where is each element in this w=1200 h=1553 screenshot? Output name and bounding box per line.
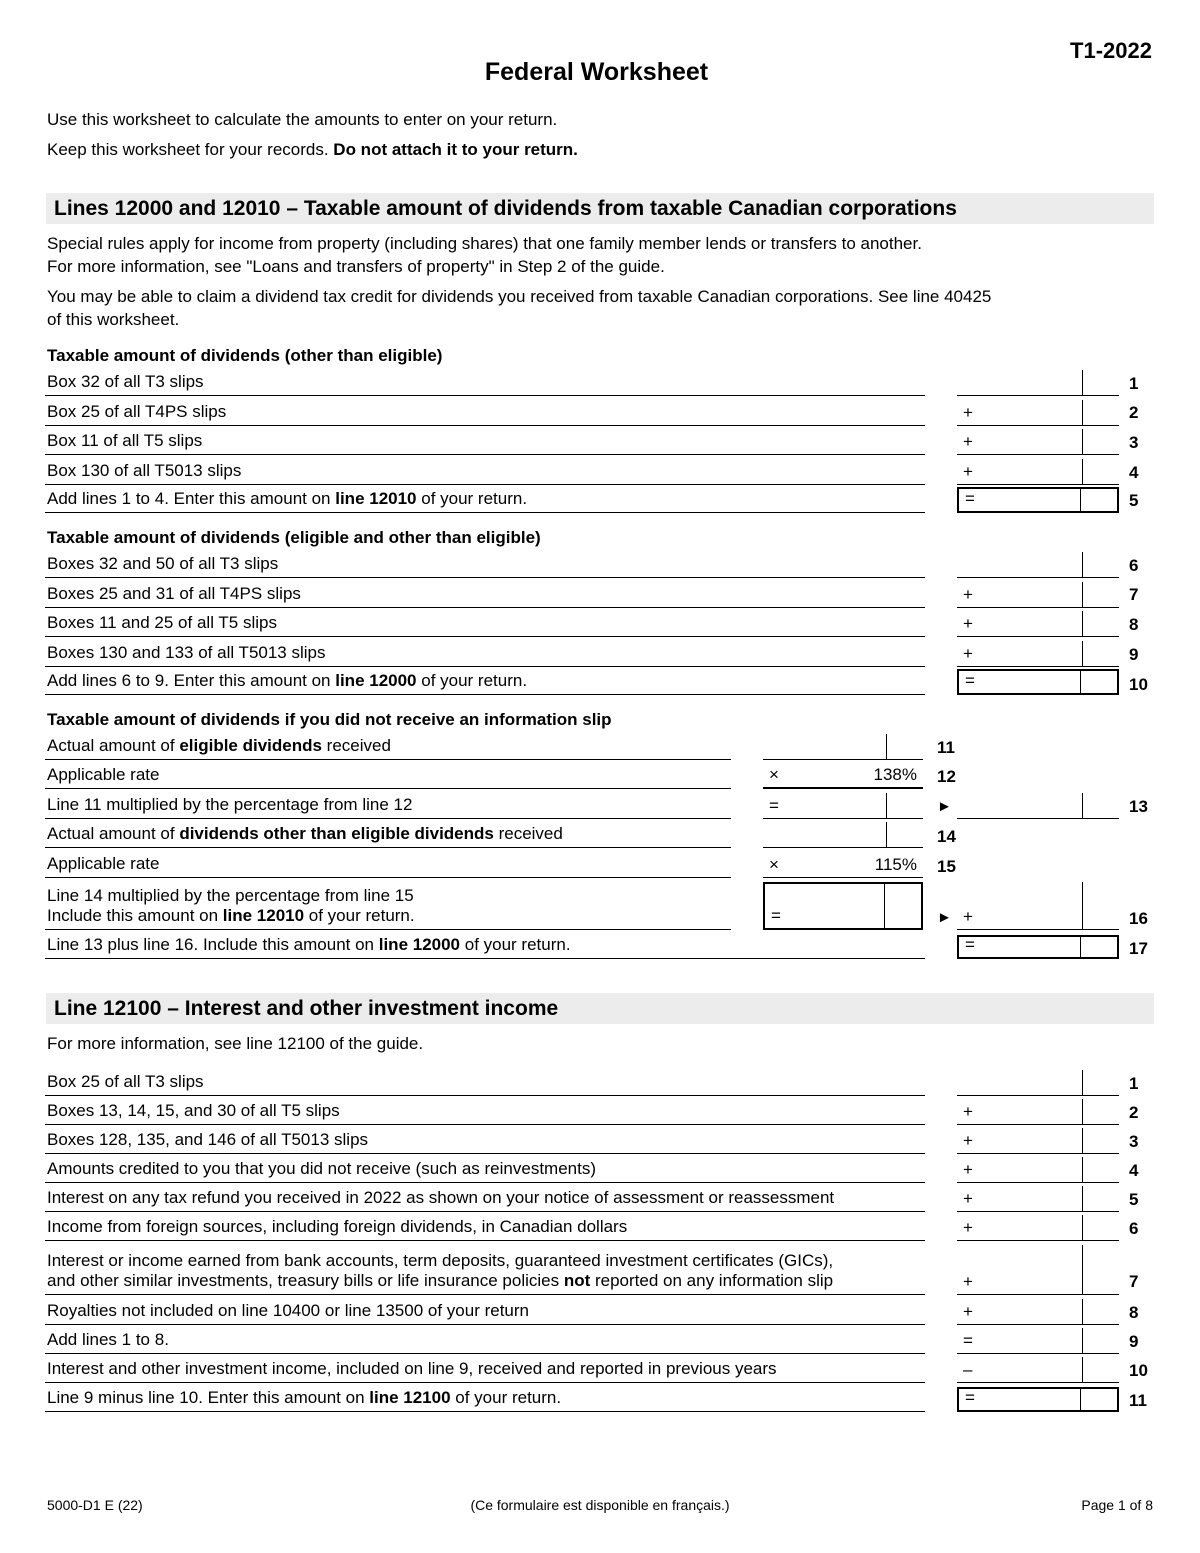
amount-field-a2[interactable]: + (957, 400, 1119, 426)
cents-divider (1082, 641, 1083, 666)
line-number: 12 (937, 767, 956, 786)
row-label: Boxes 32 and 50 of all T3 slips (45, 550, 925, 578)
line-number: 1 (1129, 1074, 1139, 1093)
french-availability-note: (Ce formulaire est disponible en français.) (470, 1497, 730, 1513)
line-number: 7 (1129, 585, 1139, 604)
line-number: 2 (1129, 1103, 1139, 1122)
cents-divider (1082, 1245, 1083, 1294)
line-number: 14 (937, 827, 956, 846)
subheading-no-information-slip: Taxable amount of dividends if you did not receive an information slip (47, 710, 612, 729)
line-number: 17 (1129, 939, 1148, 958)
total-field-c17[interactable]: = (957, 935, 1119, 959)
amount-field-i10[interactable]: – (957, 1357, 1119, 1383)
line-number: 6 (1129, 556, 1139, 575)
cents-divider (1082, 1186, 1083, 1211)
line-number: 6 (1129, 1219, 1139, 1238)
section-heading-dividends: Lines 12000 and 12010 – Taxable amount of dividends from taxable Canadian corporations (46, 193, 1154, 224)
amount-field-c13-calc[interactable]: = (763, 793, 923, 819)
amount-field-b6[interactable] (957, 552, 1119, 578)
cents-divider (1082, 1357, 1083, 1382)
form-code: 5000-D1 E (22) (47, 1497, 143, 1513)
row-label: Amounts credited to you that you did not receive (such as reinvestments) (45, 1155, 925, 1183)
carry-arrow-icon: ► (937, 909, 952, 926)
amount-field-i3[interactable]: + (957, 1128, 1119, 1154)
amount-field-c14[interactable] (763, 822, 923, 848)
row-label: Applicable rate (45, 850, 731, 878)
row-label: Boxes 128, 135, and 146 of all T5013 slips (45, 1126, 925, 1154)
line-number: 5 (1129, 1190, 1139, 1209)
amount-field-a1[interactable] (957, 370, 1119, 396)
special-rules-line2: For more information, see "Loans and transfers of property" in Step 2 of the guide. (47, 257, 665, 276)
amount-field-c11[interactable] (763, 734, 923, 760)
amount-field-i5[interactable]: + (957, 1186, 1119, 1212)
rate-value: 138% (873, 765, 917, 784)
line-number: 3 (1129, 1132, 1139, 1151)
cents-divider (886, 793, 887, 818)
row-label: Box 11 of all T5 slips (45, 427, 925, 455)
amount-field-c13[interactable] (957, 793, 1119, 819)
line-number: 5 (1129, 491, 1139, 510)
line-number: 11 (937, 738, 955, 757)
row-label: Boxes 25 and 31 of all T4PS slips (45, 580, 925, 608)
do-not-attach-text: Do not attach it to your return. (333, 140, 578, 159)
rate-value: 115% (874, 855, 917, 874)
row-label: Box 130 of all T5013 slips (45, 457, 925, 485)
line-number: 3 (1129, 433, 1139, 452)
cents-divider (1082, 1070, 1083, 1095)
cents-divider (1082, 793, 1083, 818)
cents-divider (1080, 1387, 1081, 1412)
line-number: 8 (1129, 1303, 1139, 1322)
amount-field-i9[interactable]: = (957, 1328, 1119, 1354)
subheading-other-than-eligible: Taxable amount of dividends (other than eligible) (47, 346, 443, 365)
cents-divider (1082, 882, 1083, 929)
subheading-eligible-and-other: Taxable amount of dividends (eligible and other than eligible) (47, 528, 541, 547)
row-label: Actual amount of dividends other than eligible dividends received (45, 820, 731, 848)
row-label: Line 13 plus line 16. Include this amount on line 12000 of your return. (45, 931, 925, 959)
cents-divider (1082, 429, 1083, 454)
amount-field-i6[interactable]: + (957, 1215, 1119, 1241)
line-number: 16 (1129, 909, 1148, 928)
amount-field-i2[interactable]: + (957, 1099, 1119, 1125)
row-label: Add lines 1 to 4. Enter this amount on line 12010 of your return. (45, 485, 925, 513)
row-label: Add lines 1 to 8. (45, 1326, 925, 1354)
amount-field-i1[interactable] (957, 1070, 1119, 1096)
total-field-b10[interactable]: = (957, 669, 1119, 695)
cents-divider (1080, 487, 1081, 513)
line-number: 1 (1129, 374, 1139, 393)
section-heading-interest: Line 12100 – Interest and other investment income (46, 993, 1154, 1024)
line-number: 13 (1129, 797, 1148, 816)
dividend-credit-line1: You may be able to claim a dividend tax credit for dividends you received from taxable Canadian corporations. See line 40425 (47, 287, 992, 306)
cents-divider (886, 734, 887, 759)
cents-divider (1082, 611, 1083, 636)
row-label: Actual amount of eligible dividends received (45, 732, 731, 760)
line-number: 7 (1129, 1272, 1139, 1291)
row-label: Boxes 130 and 133 of all T5013 slips (45, 639, 925, 667)
row-label: Box 25 of all T4PS slips (45, 398, 925, 426)
carry-arrow-icon: ► (937, 798, 952, 815)
cents-divider (884, 882, 885, 930)
total-field-i11[interactable]: = (957, 1387, 1119, 1412)
form-id: T1-2022 (1070, 38, 1152, 63)
amount-field-b9[interactable]: + (957, 641, 1119, 667)
row-label: Box 25 of all T3 slips (45, 1068, 925, 1096)
cents-divider (1080, 669, 1081, 695)
row-label: Line 11 multiplied by the percentage from line 12 (45, 791, 731, 819)
line-number: 4 (1129, 463, 1139, 482)
row-label: Interest or income earned from bank accounts, term deposits, guaranteed investment certificates (GICs), and other similar investments, treasury bills or life insurance policies not reported on any information slip (45, 1243, 925, 1295)
cents-divider (1082, 582, 1083, 607)
line-number: 11 (1129, 1391, 1147, 1410)
records-note: Keep this worksheet for your records. Do not attach it to your return. (47, 140, 578, 159)
amount-field-i7[interactable]: + (957, 1245, 1119, 1295)
cents-divider (1080, 935, 1081, 959)
amount-field-b7[interactable]: + (957, 582, 1119, 608)
row-label: Boxes 13, 14, 15, and 30 of all T5 slips (45, 1097, 925, 1125)
line-number: 8 (1129, 615, 1139, 634)
amount-field-a4[interactable]: + (957, 459, 1119, 485)
special-rules-line1: Special rules apply for income from property (including shares) that one family member lends or transfers to another. (47, 234, 922, 253)
cents-divider (886, 822, 887, 847)
row-label: Line 14 multiplied by the percentage from line 15 Include this amount on line 12010 of your return. (45, 880, 731, 930)
interest-guide-note: For more information, see line 12100 of the guide. (47, 1034, 424, 1053)
row-label: Interest on any tax refund you received in 2022 as shown on your notice of assessment or reassessment (45, 1184, 925, 1212)
amount-field-c16[interactable]: + (957, 882, 1119, 930)
row-label: Box 32 of all T3 slips (45, 368, 925, 396)
cents-divider (1082, 552, 1083, 577)
line-number: 9 (1129, 645, 1139, 664)
amount-field-c16-calc[interactable]: = (763, 882, 923, 930)
cents-divider (1082, 459, 1083, 484)
amount-field-i8[interactable]: + (957, 1299, 1119, 1325)
dividend-credit-line2: of this worksheet. (47, 310, 180, 329)
amount-field-i4[interactable]: + (957, 1157, 1119, 1183)
cents-divider (1082, 1128, 1083, 1153)
rate-field-c15: × 115% (763, 852, 923, 878)
row-label: Boxes 11 and 25 of all T5 slips (45, 609, 925, 637)
row-label: Royalties not included on line 10400 or line 13500 of your return (45, 1297, 925, 1325)
cents-divider (1082, 1299, 1083, 1324)
line-number: 10 (1129, 675, 1148, 694)
row-label: Applicable rate (45, 761, 731, 789)
cents-divider (1082, 400, 1083, 425)
cents-divider (1082, 1215, 1083, 1240)
line-number: 4 (1129, 1161, 1139, 1180)
row-label: Add lines 6 to 9. Enter this amount on line 12000 of your return. (45, 667, 925, 695)
row-label: Interest and other investment income, included on line 9, received and reported in previous years (45, 1355, 925, 1383)
cents-divider (1082, 370, 1083, 395)
line-number: 2 (1129, 403, 1139, 422)
line-number: 9 (1129, 1332, 1139, 1351)
page-number: Page 1 of 8 (1081, 1497, 1153, 1513)
row-label: Income from foreign sources, including foreign dividends, in Canadian dollars (45, 1213, 925, 1241)
intro-text: Use this worksheet to calculate the amounts to enter on your return. (47, 110, 558, 129)
rate-field-c12: × 138% (763, 763, 923, 789)
line-number: 10 (1129, 1361, 1148, 1380)
cents-divider (1082, 1157, 1083, 1182)
row-label: Line 9 minus line 10. Enter this amount on line 12100 of your return. (45, 1384, 925, 1412)
page-title: Federal Worksheet (484, 58, 709, 86)
amount-field-b8[interactable]: + (957, 611, 1119, 637)
amount-field-a3[interactable]: + (957, 429, 1119, 455)
cents-divider (1082, 1099, 1083, 1124)
total-field-a5[interactable]: = (957, 487, 1119, 513)
line-number: 15 (937, 857, 956, 876)
cents-divider (1082, 1328, 1083, 1353)
